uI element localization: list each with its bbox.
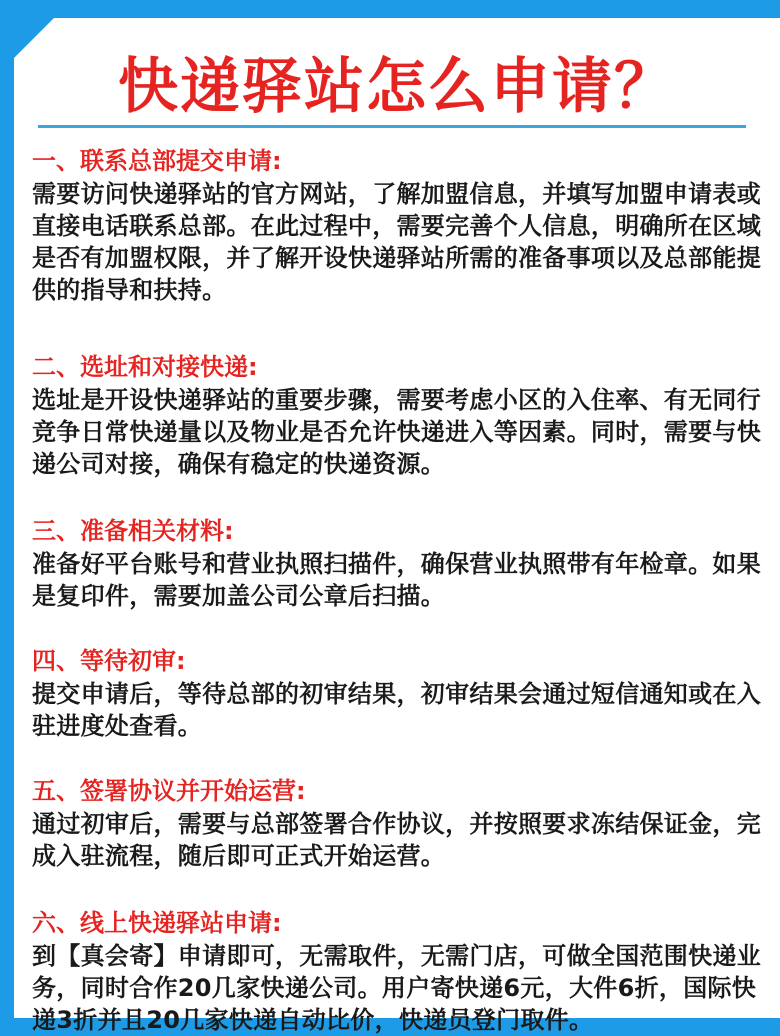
section-heading: 六、线上快递驿站申请:: [32, 909, 282, 937]
section-sign-agreement: [32, 774, 774, 872]
section-body: 到【真会寄】申请即可，无需取件，无需门店，可做全国范围快递业务，同时合作20几家快递公司。用户寄快递6元，大件6折，国际快递3折并且20几家快递自动比价，快递员登门取件。: [32, 942, 761, 1034]
section-online-application: [32, 906, 774, 1036]
section-materials: [32, 514, 774, 612]
section-initial-review: [32, 644, 774, 742]
section-heading: 五、签署协议并开始运营:: [32, 777, 306, 805]
section-heading: 一、联系总部提交申请:: [32, 147, 282, 175]
section-body: 提交申请后，等待总部的初审结果，初审结果会通过短信通知或在入驻进度处查看。: [32, 680, 761, 740]
section-body: 准备好平台账号和营业执照扫描件，确保营业执照带有年检章。如果是复印件，需要加盖公司公章后扫描。: [32, 550, 761, 610]
section-heading: 二、选址和对接快递:: [32, 353, 258, 381]
page-title: 快递驿站怎么申请？: [118, 52, 676, 122]
section-site-selection: [32, 350, 774, 480]
section-body: 选址是开设快递驿站的重要步骤，需要考虑小区的入住率、有无同行竞争日常快递量以及物业是否允许快递进入等因素。同时，需要与快递公司对接，确保有稳定的快递资源。: [32, 386, 761, 478]
section-body: 需要访问快递驿站的官方网站，了解加盟信息，并填写加盟申请表或直接电话联系总部。在此过程中，需要完善个人信息，明确所在区域是否有加盟权限，并了解开设快递驿站所需的准备事项以及总部能提供的指导和扶持。: [32, 180, 761, 304]
section-contact-hq: [32, 144, 774, 306]
section-heading: 四、等待初审:: [32, 647, 186, 675]
section-body: 通过初审后，需要与总部签署合作协议，并按照要求冻结保证金，完成入驻流程，随后即可正式开始运营。: [32, 810, 761, 870]
content-card: [14, 18, 780, 1034]
title-divider: [38, 125, 746, 128]
section-heading: 三、准备相关材料:: [32, 517, 234, 545]
